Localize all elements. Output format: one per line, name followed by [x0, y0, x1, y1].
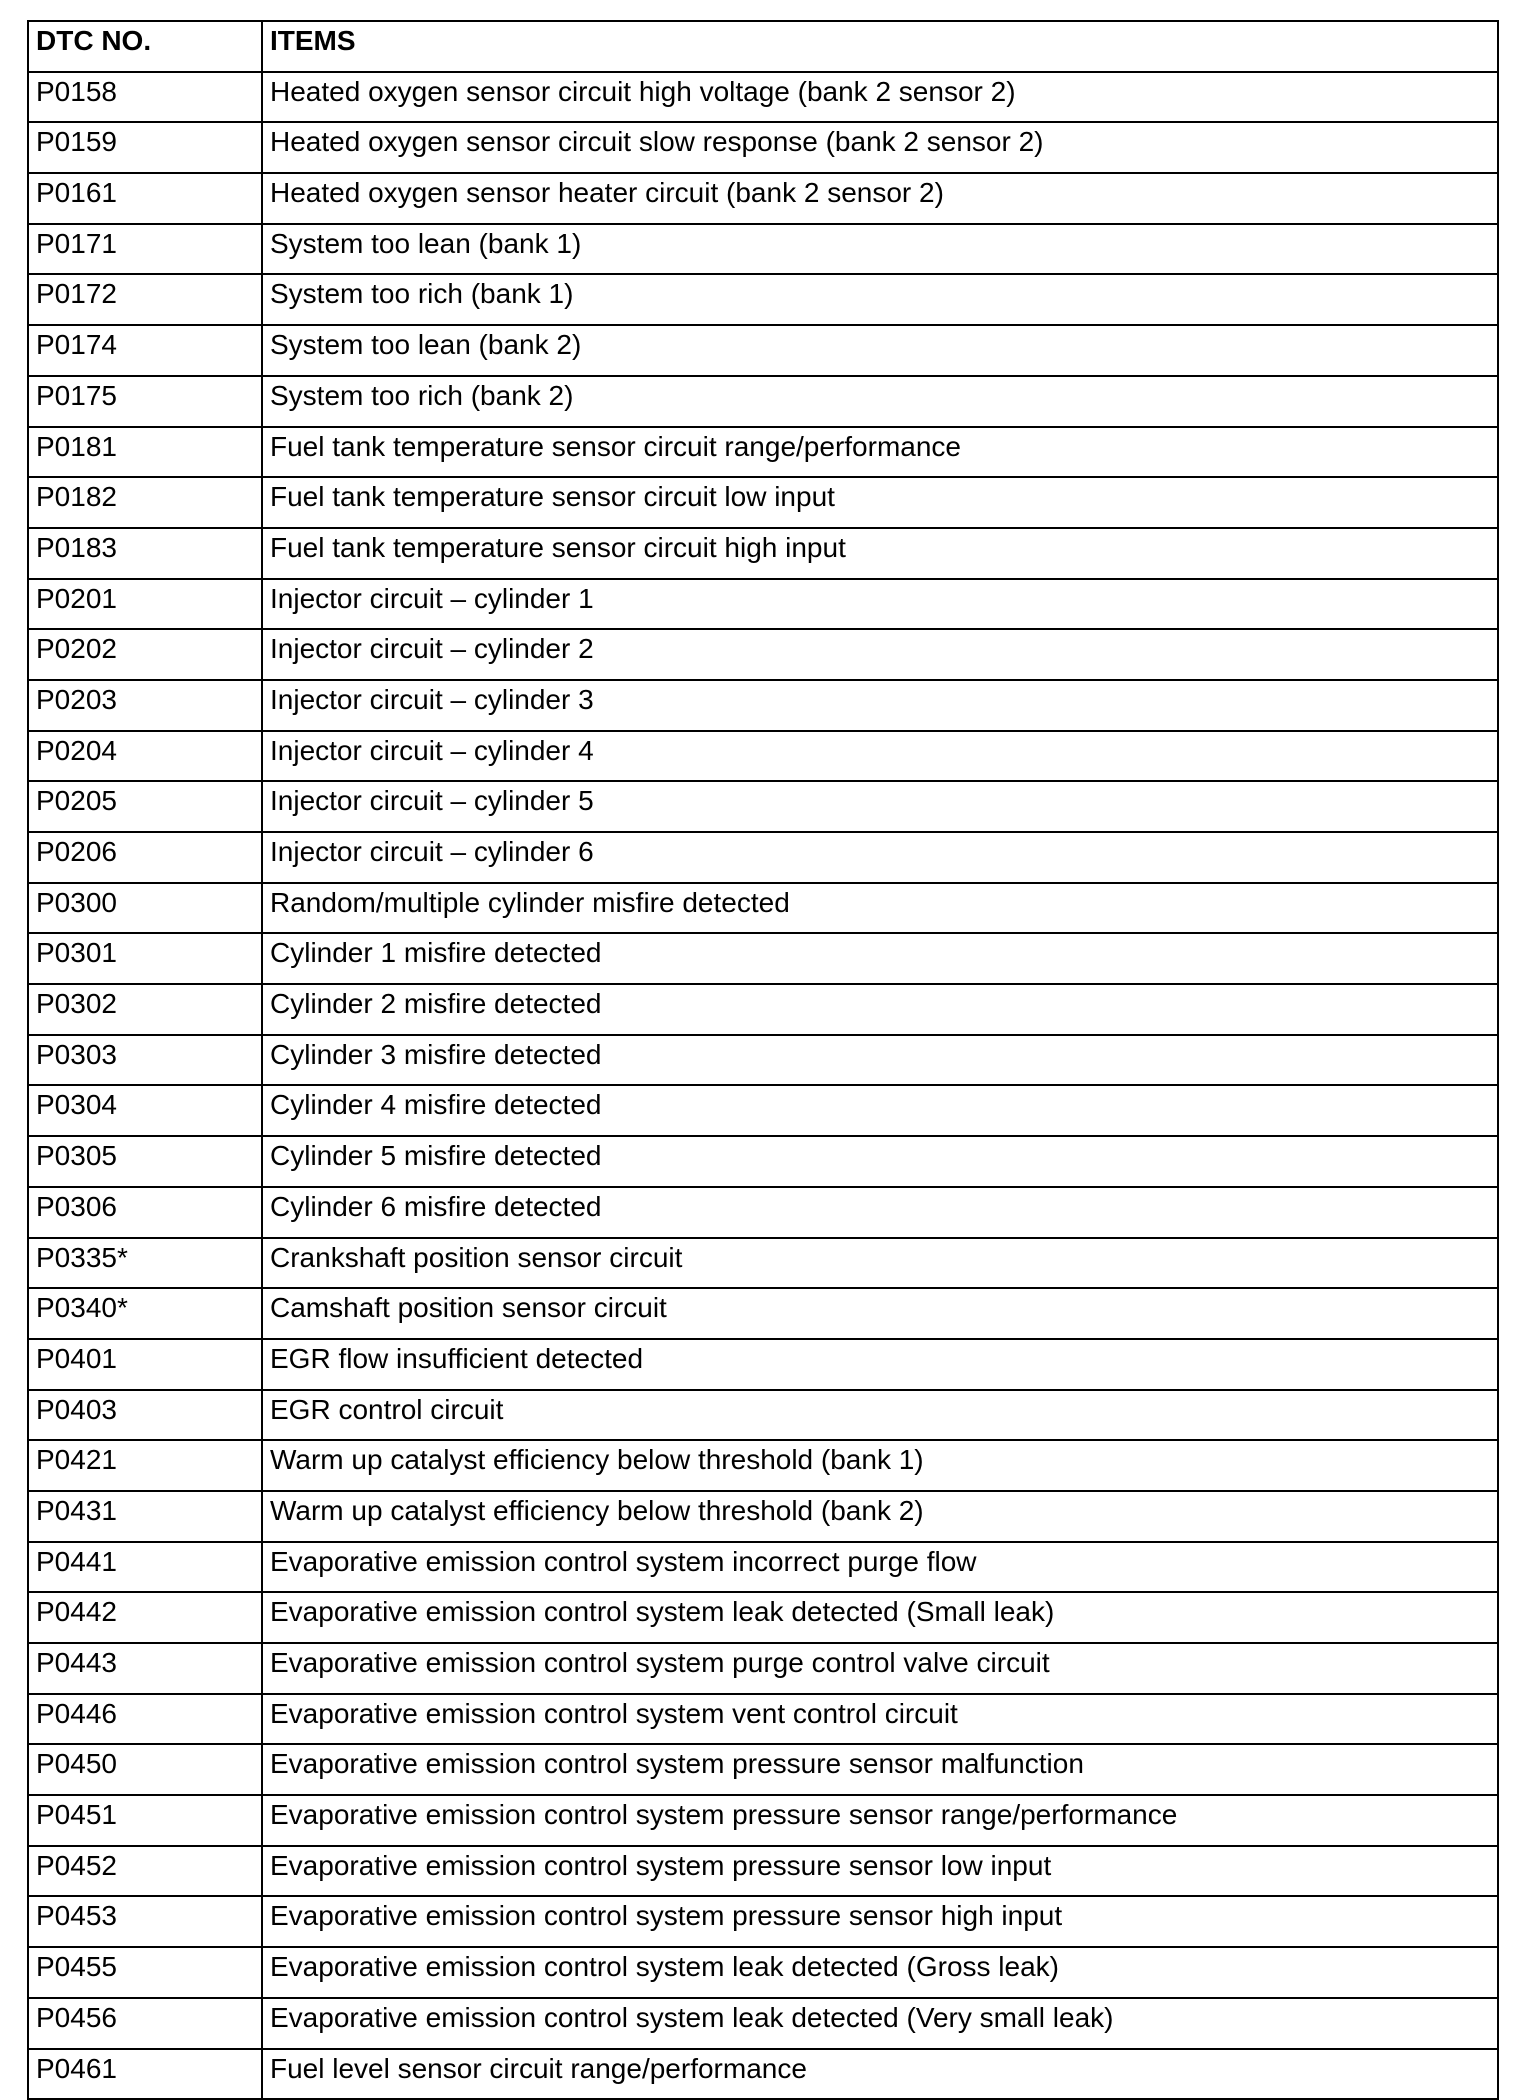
table-row — [28, 984, 1498, 1035]
dtc-code-cell: P0174 — [28, 325, 262, 376]
dtc-code-cell: P0172 — [28, 274, 262, 325]
table-row — [28, 1795, 1498, 1846]
table-row — [28, 376, 1498, 427]
table-row — [28, 1288, 1498, 1339]
dtc-item-cell: System too rich (bank 1) — [262, 274, 1498, 325]
dtc-code-cell: P0302 — [28, 984, 262, 1035]
dtc-item-cell: Evaporative emission control system leak detected (Very small leak) — [262, 1998, 1498, 2049]
dtc-code-cell: P0442 — [28, 1592, 262, 1643]
dtc-item-cell: Injector circuit – cylinder 6 — [262, 832, 1498, 883]
dtc-code-cell: P0303 — [28, 1035, 262, 1086]
table-row — [28, 1238, 1498, 1289]
dtc-code-cell: P0182 — [28, 477, 262, 528]
dtc-item-cell: Cylinder 2 misfire detected — [262, 984, 1498, 1035]
dtc-code-cell: P0201 — [28, 579, 262, 630]
dtc-item-cell: Heated oxygen sensor heater circuit (bank 2 sensor 2) — [262, 173, 1498, 224]
table-row — [28, 528, 1498, 579]
dtc-table — [27, 20, 1499, 2100]
dtc-item-cell: Cylinder 1 misfire detected — [262, 933, 1498, 984]
dtc-item-cell: EGR control circuit — [262, 1390, 1498, 1441]
table-row — [28, 1846, 1498, 1897]
table-row — [28, 224, 1498, 275]
dtc-code-cell: P0202 — [28, 629, 262, 680]
dtc-code-cell: P0183 — [28, 528, 262, 579]
dtc-code-cell: P0455 — [28, 1947, 262, 1998]
dtc-code-cell: P0456 — [28, 1998, 262, 2049]
dtc-item-cell: Camshaft position sensor circuit — [262, 1288, 1498, 1339]
dtc-item-cell: Evaporative emission control system pressure sensor malfunction — [262, 1744, 1498, 1795]
dtc-item-cell: Fuel level sensor circuit range/performance — [262, 2049, 1498, 2100]
table-body — [28, 72, 1498, 2100]
table-row — [28, 1896, 1498, 1947]
dtc-item-cell: Fuel tank temperature sensor circuit high input — [262, 528, 1498, 579]
header-dtc-no: DTC NO. — [28, 21, 262, 72]
dtc-code-cell: P0340* — [28, 1288, 262, 1339]
table-row — [28, 629, 1498, 680]
dtc-code-cell: P0443 — [28, 1643, 262, 1694]
dtc-item-cell: Evaporative emission control system pressure sensor range/performance — [262, 1795, 1498, 1846]
table-row — [28, 1187, 1498, 1238]
dtc-item-cell: Fuel tank temperature sensor circuit range/performance — [262, 427, 1498, 478]
dtc-code-cell: P0450 — [28, 1744, 262, 1795]
table-row — [28, 1035, 1498, 1086]
table-row — [28, 781, 1498, 832]
table-row — [28, 832, 1498, 883]
table-row — [28, 883, 1498, 934]
dtc-code-cell: P0304 — [28, 1085, 262, 1136]
dtc-item-cell: Injector circuit – cylinder 5 — [262, 781, 1498, 832]
dtc-item-cell: Cylinder 6 misfire detected — [262, 1187, 1498, 1238]
dtc-item-cell: System too lean (bank 1) — [262, 224, 1498, 275]
dtc-item-cell: Cylinder 4 misfire detected — [262, 1085, 1498, 1136]
table-row — [28, 1643, 1498, 1694]
dtc-code-cell: P0401 — [28, 1339, 262, 1390]
dtc-code-cell: P0300 — [28, 883, 262, 934]
dtc-code-cell: P0421 — [28, 1440, 262, 1491]
table-row — [28, 173, 1498, 224]
dtc-item-cell: EGR flow insufficient detected — [262, 1339, 1498, 1390]
table-row — [28, 274, 1498, 325]
dtc-item-cell: Evaporative emission control system purge control valve circuit — [262, 1643, 1498, 1694]
table-row — [28, 72, 1498, 123]
dtc-code-cell: P0301 — [28, 933, 262, 984]
dtc-code-cell: P0171 — [28, 224, 262, 275]
dtc-item-cell: Evaporative emission control system leak detected (Small leak) — [262, 1592, 1498, 1643]
dtc-code-cell: P0205 — [28, 781, 262, 832]
table-row — [28, 427, 1498, 478]
table-row — [28, 1694, 1498, 1745]
dtc-item-cell: Heated oxygen sensor circuit high voltage (bank 2 sensor 2) — [262, 72, 1498, 123]
dtc-item-cell: Evaporative emission control system leak detected (Gross leak) — [262, 1947, 1498, 1998]
dtc-item-cell: Injector circuit – cylinder 3 — [262, 680, 1498, 731]
table-row — [28, 1744, 1498, 1795]
dtc-item-cell: Evaporative emission control system pressure sensor low input — [262, 1846, 1498, 1897]
dtc-item-cell: Injector circuit – cylinder 4 — [262, 731, 1498, 782]
table-header-row — [28, 21, 1498, 72]
dtc-code-cell: P0306 — [28, 1187, 262, 1238]
table-row — [28, 579, 1498, 630]
dtc-item-cell: Evaporative emission control system vent control circuit — [262, 1694, 1498, 1745]
dtc-item-cell: Injector circuit – cylinder 2 — [262, 629, 1498, 680]
dtc-code-cell: P0403 — [28, 1390, 262, 1441]
dtc-code-cell: P0453 — [28, 1896, 262, 1947]
dtc-code-cell: P0461 — [28, 2049, 262, 2100]
dtc-code-cell: P0335* — [28, 1238, 262, 1289]
table-row — [28, 731, 1498, 782]
table-row — [28, 1491, 1498, 1542]
table-row — [28, 1592, 1498, 1643]
dtc-item-cell: Cylinder 3 misfire detected — [262, 1035, 1498, 1086]
table-row — [28, 1542, 1498, 1593]
dtc-code-cell: P0158 — [28, 72, 262, 123]
dtc-item-cell: Crankshaft position sensor circuit — [262, 1238, 1498, 1289]
table-row — [28, 1998, 1498, 2049]
dtc-item-cell: Evaporative emission control system incorrect purge flow — [262, 1542, 1498, 1593]
dtc-item-cell: Random/multiple cylinder misfire detected — [262, 883, 1498, 934]
dtc-code-cell: P0452 — [28, 1846, 262, 1897]
table-row — [28, 1947, 1498, 1998]
dtc-code-cell: P0175 — [28, 376, 262, 427]
dtc-code-cell: P0305 — [28, 1136, 262, 1187]
dtc-code-cell: P0206 — [28, 832, 262, 883]
dtc-code-cell: P0203 — [28, 680, 262, 731]
dtc-item-cell: Warm up catalyst efficiency below threshold (bank 1) — [262, 1440, 1498, 1491]
header-items: ITEMS — [262, 21, 1498, 72]
dtc-item-cell: Fuel tank temperature sensor circuit low input — [262, 477, 1498, 528]
table-row — [28, 1085, 1498, 1136]
table-row — [28, 2049, 1498, 2100]
dtc-item-cell: System too lean (bank 2) — [262, 325, 1498, 376]
dtc-item-cell: Heated oxygen sensor circuit slow response (bank 2 sensor 2) — [262, 122, 1498, 173]
table-row — [28, 1136, 1498, 1187]
dtc-code-cell: P0204 — [28, 731, 262, 782]
table-row — [28, 1390, 1498, 1441]
dtc-code-cell: P0451 — [28, 1795, 262, 1846]
dtc-item-cell: System too rich (bank 2) — [262, 376, 1498, 427]
table-row — [28, 1440, 1498, 1491]
dtc-code-cell: P0431 — [28, 1491, 262, 1542]
table-row — [28, 122, 1498, 173]
table-row — [28, 477, 1498, 528]
dtc-code-cell: P0181 — [28, 427, 262, 478]
dtc-item-cell: Injector circuit – cylinder 1 — [262, 579, 1498, 630]
table-row — [28, 1339, 1498, 1390]
table-row — [28, 933, 1498, 984]
table-row — [28, 680, 1498, 731]
dtc-item-cell: Evaporative emission control system pressure sensor high input — [262, 1896, 1498, 1947]
dtc-code-cell: P0159 — [28, 122, 262, 173]
dtc-item-cell: Cylinder 5 misfire detected — [262, 1136, 1498, 1187]
dtc-code-cell: P0441 — [28, 1542, 262, 1593]
dtc-code-cell: P0446 — [28, 1694, 262, 1745]
table-row — [28, 325, 1498, 376]
dtc-item-cell: Warm up catalyst efficiency below threshold (bank 2) — [262, 1491, 1498, 1542]
dtc-code-cell: P0161 — [28, 173, 262, 224]
